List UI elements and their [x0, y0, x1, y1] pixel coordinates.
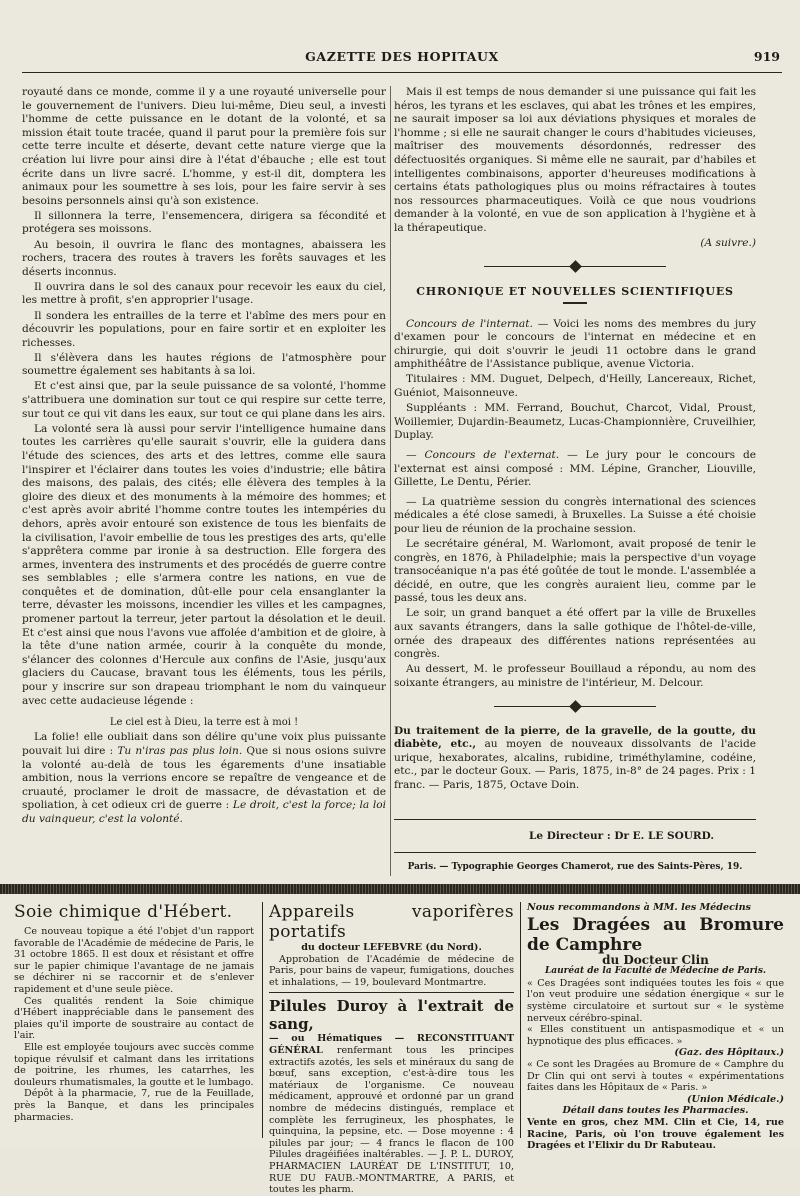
text-run: renfermant tous les principes extractifs azotés, les sels et minéraux du sang de bœuf, sans exception, c'est-à-dire tous les matériaux de l'organisme. Ce nouveau médicament, approuvé et ordonné par un grand nombre de médecins distingués, remplace et complète les ferrugineux, les phosphates, le quinquina, la pepsine, etc. — Dose moyenne : 4 pilules par jour; — 4 francs le flacon de 100 Pilules dragéifiées inaltérables. — J. P. L. DUROY, PHARMACIEN LAURÉAT DE L'INSTITUT, 10, RUE DU FAUB.-MONTMARTRE, A PARIS, et toutes les pharm. — [269, 1044, 514, 1196]
paragraph: Au dessert, M. le professeur Bouillaud a répondu, au nom des soixante étrangers, au ministre de l'intérieur, M. Delcour. — [394, 663, 756, 689]
ad-subtitle: — ou Hématiques — RECONSTITUANT GÉNÉRAL — [269, 1033, 514, 1056]
book-notice — [394, 725, 756, 793]
printer-line: Paris. — Typographie Georges Chamerot, rue des Saints-Pères, 19. — [407, 861, 743, 872]
director-box — [394, 819, 756, 853]
ornament-rule — [394, 259, 756, 275]
ad-text: Ces qualités rendent la Soie chimique d'Hébert inappréciable dans le pansement des plaies qu'il importe de soustraire au contact de l'air. — [14, 995, 254, 1042]
ad-title: Les Dragées au Bromure de Camphre — [527, 914, 784, 955]
ad-source: (Gaz. des Hôpitaux.) — [674, 1047, 784, 1059]
paragraph-final — [22, 731, 386, 826]
paragraph: Le soir, un grand banquet a été offert par la ville de Bruxelles aux savants étrangers, dans la salle gothique de l'hôtel-de-ville, ornée des drapeaux des différentes nations représentées au congrès. — [394, 607, 756, 661]
advertisements — [14, 902, 786, 1196]
text-run: — Voici les noms des membres du jury d'examen pour le concours de l'internat en médecine et en chirurgie, qui doit s'ouvrir le jeudi 11 octobre dans le grand amphithéâtre de l'Assistance publique, avenue Victoria. — [394, 317, 756, 371]
paragraph: Et c'est ainsi que, par la seule puissance de sa volonté, l'homme s'attribuera une domination sur tout ce qui respire sur cette terre, sur tout ce qui vit dans les eaux, sur tout ce qui plane dans les airs. — [22, 380, 386, 420]
ad-title: Pilules Duroy à l'extrait de sang, — [269, 997, 514, 1034]
paragraph: Titulaires : MM. Duguet, Delpech, d'Heilly, Lancereaux, Richet, Guéniot, Maisonneuve. — [394, 373, 756, 400]
ad-quote: « Elles constituent un antispasmodique et « un hypnotique des plus efficaces. » — [527, 1024, 784, 1047]
paragraph — [394, 449, 756, 490]
paragraph — [394, 318, 756, 372]
ad-text: Dépôt à la pharmacie, 7, rue de la Feuillade, près la Banque, et dans les principales pharmacies. — [14, 1088, 254, 1123]
quote: Le ciel est à Dieu, la terre est à moi ! — [109, 717, 299, 729]
paragraph: Mais il est temps de nous demander si une puissance qui fait les héros, les tyrans et les esclaves, qui abat les trônes et les empires, ne saurait imposer sa loi aux déviations physiques et morales de l'homme ; si elle ne saurait changer le cours d'habitudes vicieuses, maîtriser des mouvements désordonnés, redresser des défectuosités organiques. Si même elle ne saurait, par d'habiles et intelligentes combinaisons, apporter d'heureuses modifications à certains états pathologiques plus ou moins réfractaires à toutes nos ressources pharmaceutiques. Voilà ce que nous voudrions demander à la volonté, en vue de son application à l'hygiène et à la thérapeutique. — [394, 86, 756, 234]
italic-run: — Concours de l'externat. — [406, 448, 560, 461]
paragraph: — La quatrième session du congrès international des sciences médicales a été close samedi, à Bruxelles. La Suisse a été choisie pour lieu de réunion de la prochaine session. — [394, 495, 756, 535]
ad-clin — [520, 902, 784, 1152]
to-be-continued: (A suivre.) — [700, 237, 756, 250]
ad-text: Elle est employée toujours avec succès comme topique révulsif et calmant dans les irritations de poitrine, les rhumes, les catarrhes, les douleurs rhumatismales, la goutte et le lumbago. — [14, 1041, 254, 1088]
right-column — [394, 86, 756, 886]
left-column — [22, 86, 386, 881]
page-number: 919 — [753, 49, 780, 64]
section-dash — [563, 302, 587, 303]
ad-appareils-duroy — [262, 902, 514, 1196]
paragraph: Le secrétaire général, M. Warlomont, avait proposé de tenir le congrès, en 1876, à Philadelphie; mais la perspective d'un voyage transocéanique n'a pas été goûtée de tout le monde. L'assemblée a décidé, en outre, que les congrès auraient lieu, comme par le passé, tous les deux ans. — [394, 538, 756, 605]
paragraph: Il ouvrira dans le sol des canaux pour recevoir les eaux du ciel, les mettre à profit, s'en approprier l'usage. — [22, 280, 386, 307]
paragraph: Il s'élèvera dans les hautes régions de l'atmosphère pour soumettre également ses habitants à sa loi. — [22, 351, 386, 378]
page-header — [22, 45, 782, 73]
ad-quote: « Ce sont les Dragées au Bromure de « Camphre du Dr Clin qui ont servi à toutes « expérimentations faites dans les Hôpitaux de « Paris. » — [527, 1058, 784, 1094]
paragraph: Au besoin, il ouvrira le flanc des montagnes, abaissera les rochers, tracera des routes à travers les forêts sauvages et les déserts inconnus. — [22, 238, 386, 278]
ad-title: Appareils vaporifères portatifs — [269, 902, 514, 942]
italic-run: Concours de l'internat. — [406, 317, 533, 330]
ad-laureate: Lauréat de la Faculté de Médecine de Paris. — [544, 966, 767, 977]
ad-hebert — [14, 902, 254, 1138]
ad-source: (Union Médicale.) — [686, 1093, 784, 1105]
text-run: — Le jury pour le concours de l'externat est ainsi composé : MM. Lépine, Grancher, Liouville, Gillette, Le Dentu, Périer. — [394, 448, 756, 489]
ad-quote: « Ces Dragées sont indiquées toutes les fois « que l'on veut produire une sédation énergique « sur le système circulatoire et surtout sur « le système nerveux cérébro-spinal. — [527, 977, 784, 1024]
ad-subtitle: du Docteur Clin — [602, 952, 709, 967]
italic-run: Le droit, c'est la force; la loi du vainqueur, c'est la volonté. — [22, 799, 386, 825]
text-run: au moyen de nouveaux dissolvants de l'acide urique, hexaborates, alcalins, rubidine, triméthylamine, codéine, etc., par le docteur Goux. — Paris, 1875, in-8° de 24 pages. Prix : 1 franc. — Paris, 1875, Octave Doin. — [394, 738, 756, 791]
director-name: Le Directeur : Dr E. LE SOURD. — [529, 829, 714, 842]
ad-subtitle: du docteur LEFEBVRE (du Nord). — [301, 942, 482, 953]
column-divider — [390, 86, 391, 876]
paragraph: La volonté sera là aussi pour servir l'intelligence humaine dans toutes les carrières qu'elle saurait s'ouvrir, elle la guidera dans l'étude des sciences, des arts et des lettres, comme elle saura l'inspirer et l'éclairer dans toutes les voies d'industrie; elle bâtira des maisons, des palais, des cités; elle élèvera des temples à la gloire des dieux et des monuments à la mémoire des hommes; et c'est après avoir abrité l'homme contre toutes les intempéries du dehors, après avoir entouré son existence de tous les bienfaits de la civilisation, l'avoir embellie de tous les prestiges des arts, qu'elle s'apprêtera comme par ironie à sa destruction. Elle forgera des armes, inventera des instruments et des procédés de guerre contre ses semblables ; elle s'armera contre les nations, en vue de conquêtes et de domination, dût-elle pour cela ensanglanter la terre, dévaster les moissons, incendier les villes et les campagnes, promener partout la terreur, jeter partout la désolation et le deuil. Et c'est ainsi que nous l'avons vue affolée d'ambition et de gloire, à la tête d'une nation armée, courir à la conquête du monde, s'élancer des colonnes d'Hercule aux confins de l'Asie, jusqu'aux glaciers du Caucase, bravant tous les éléments, tous les périls, pour y inscrire sur son drapeau triomphant le nom du vainqueur avec cette audacieuse légende : — [22, 422, 386, 707]
book-title: Du traitement de la pierre, de la gravelle, de la goutte, du diabète, etc., — [394, 724, 756, 751]
italic-run: Tu n'iras pas plus loin. — [117, 744, 243, 757]
text-run: La folie! elle oubliait dans son délire qu'une voix plus puissante pouvait lui dire : — [22, 731, 386, 757]
ad-top-line: Nous recommandons à MM. les Médecins — [527, 902, 751, 913]
paragraph: Il sillonnera la terre, l'ensemencera, dirigera sa fécondité et protégera ses moissons. — [22, 209, 386, 236]
ad-wholesale: Vente en gros, chez MM. Clin et Cie, 14, rue Racine, Paris, où l'on trouve également les Dragées et l'Elixir du Dr Rabuteau. — [527, 1116, 784, 1152]
ad-detail: Détail dans toutes les Pharmacies. — [562, 1105, 749, 1117]
divider — [269, 992, 514, 993]
paragraph: royauté dans ce monde, comme il y a une royauté universelle pour le gouvernement de l'univers. Dieu lui-même, Dieu seul, a investi l'homme de cette puissance en le dotant de la volonté, et sa mission était toute tracée, quand il parut pour la première fois sur cette terre inculte et déserte, devant cette nature vierge que la création lui livre pour ainsi dire à l'état d'ébauche ; elle est tout écrite dans un livre sacré. L'homme, y est-il dit, domptera les animaux pour les soumettre à ses lois, pour les faire servir à ses besoins personnels ainsi qu'à son existence. — [22, 86, 386, 207]
ornament-rule — [394, 699, 756, 715]
separator-bar — [0, 884, 800, 894]
ad-text — [269, 1033, 514, 1195]
page-title: GAZETTE DES HOPITAUX — [305, 49, 499, 64]
ad-text: Ce nouveau topique a été l'objet d'un rapport favorable de l'Académie de médecine de Paris, le 31 octobre 1865. Il est doux et résistant et offre sur le papier chimique l'avantage de ne jamais se déchirer ni se raccornir et de s'enlever rapidement et d'une seule pièce. — [14, 926, 254, 995]
ad-title: Soie chimique d'Hébert. — [14, 902, 233, 922]
ad-text: Approbation de l'Académie de médecine de Paris, pour bains de vapeur, fumigations, douches et inhalations, — 19, boulevard Montmartre. — [269, 953, 514, 988]
text-run: Que si nous osions suivre la volonté au-delà de tous les égarements d'une insatiable ambition, nous la verrions encore se repaître de vengeance et de cruauté, proclamer le droit de massacre, de dévastation et de spoliation, à cet odieux cri de guerre : — [22, 744, 386, 812]
paragraph: Suppléants : MM. Ferrand, Bouchut, Charcot, Vidal, Proust, Woillemier, Dujardin-Beaumetz, Lucas-Championnière, Cruveilhier, Duplay. — [394, 402, 756, 442]
section-title: CHRONIQUE ET NOUVELLES SCIENTIFIQUES — [416, 284, 734, 298]
paragraph: Il sondera les entrailles de la terre et l'abîme des mers pour en découvrir les populations, pour en faire sortir et en exploiter les richesses. — [22, 309, 386, 349]
